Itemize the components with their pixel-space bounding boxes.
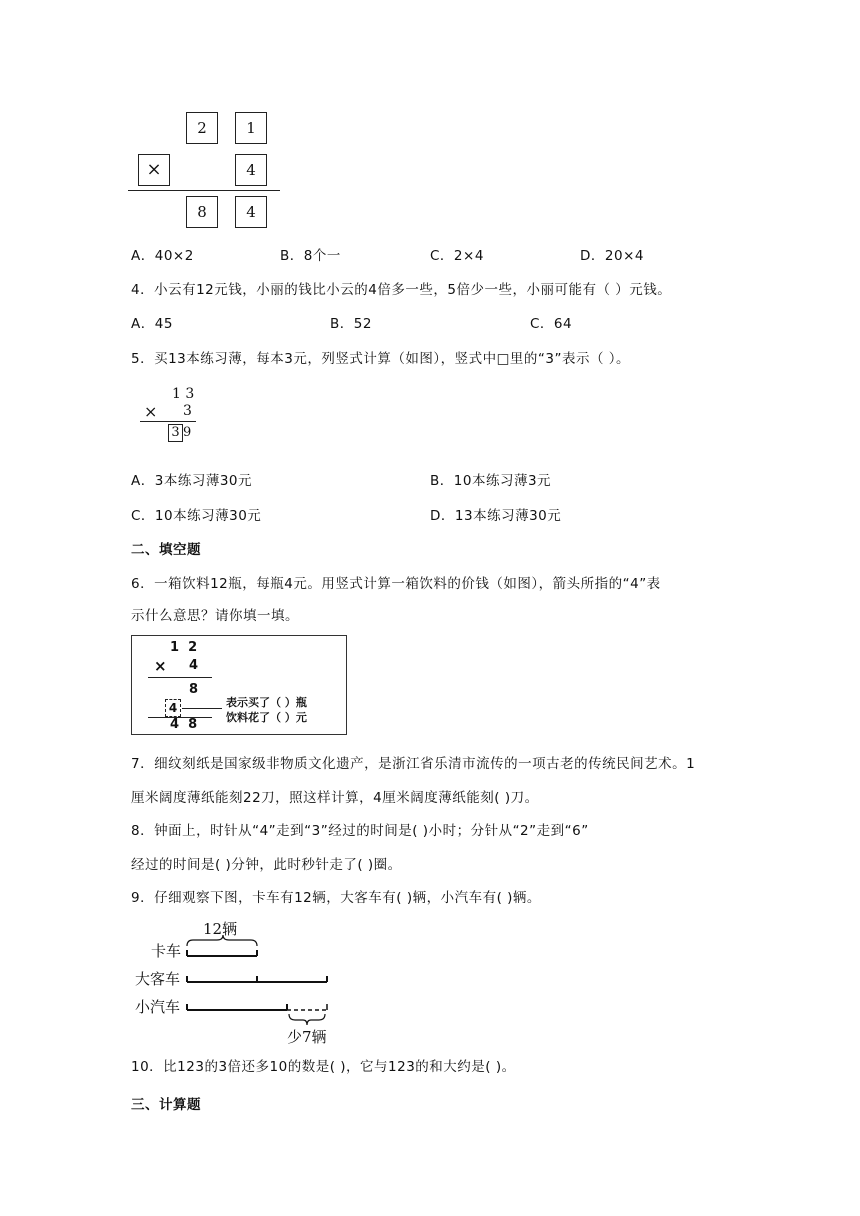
- q6-partial-product: 8: [189, 682, 199, 697]
- q9-truck-label: 卡车: [151, 942, 182, 960]
- q6-note-2: 饮料花了（ ）元: [226, 711, 307, 724]
- q6-result: 4 8: [170, 717, 198, 732]
- q6-multiply-sign: ×: [154, 657, 167, 675]
- q5-multiplier: 3: [183, 403, 192, 419]
- section-2-title: 二、填空题: [131, 542, 201, 558]
- q5-divider-line: [140, 421, 196, 422]
- q5-boxed-digit: 3: [168, 424, 183, 442]
- q3-box-top-right: 1: [235, 112, 267, 144]
- q5-option-a: A．3本练习薄30元: [131, 473, 253, 489]
- q3-option-a: A．40×2: [131, 248, 194, 264]
- q3-option-c: C．2×4: [430, 248, 484, 264]
- q5-multiply-sign: ×: [144, 402, 158, 421]
- q7-question-line1: 7．细纹刻纸是国家级非物质文化遗产，是浙江省乐清市流传的一项古老的传统民间艺术。1: [131, 756, 696, 772]
- q7-question-line2: 厘米阔度薄纸能刻22刀，照这样计算，4厘米阔度薄纸能刻( )刀。: [131, 790, 539, 806]
- q8-question-line2: 经过的时间是( )分钟，此时秒针走了( )圈。: [131, 857, 402, 873]
- q6-note-1: 表示买了（ ）瓶: [226, 696, 307, 709]
- q5-figure: [138, 386, 218, 446]
- q3-option-b: B．8个一: [280, 248, 341, 264]
- q3-box-multiply: ×: [138, 154, 170, 186]
- q4-question: 4．小云有12元钱，小丽的钱比小云的4倍多一些，5倍少一些，小丽可能有（ ）元钱。: [131, 282, 672, 298]
- q6-question-line1: 6．一箱饮料12瓶，每瓶4元。用竖式计算一箱饮料的价钱（如图），箭头所指的“4”表: [131, 576, 661, 592]
- q5-top-number: 1 3: [172, 386, 195, 402]
- q6-top-number: 1 2: [170, 640, 198, 655]
- q9-car-label: 小汽车: [135, 998, 181, 1016]
- q6-boxed-digit: 4: [165, 699, 181, 717]
- q9-question: 9．仔细观察下图，卡车有12辆，大客车有( )辆，小汽车有( )辆。: [131, 890, 541, 906]
- q4-option-c: C．64: [530, 316, 573, 332]
- q3-option-d: D．20×4: [580, 248, 644, 264]
- q5-option-b: B．10本练习薄3元: [430, 473, 552, 489]
- q3-divider-line: [128, 190, 280, 191]
- q6-arrow-icon: [182, 708, 222, 709]
- q5-question: 5．买13本练习薄，每本3元，列竖式计算（如图），竖式中□里的“3”表示（ ）。: [131, 351, 630, 367]
- q5-option-d: D．13本练习薄30元: [430, 508, 562, 524]
- q4-option-a: A．45: [131, 316, 173, 332]
- q8-question-line1: 8．钟面上，时针从“4”走到“3”经过的时间是( )小时；分针从“2”走到“6”: [131, 823, 589, 839]
- q6-question-line2: 示什么意思？请你填一填。: [131, 608, 299, 624]
- q3-box-top-left: 2: [186, 112, 218, 144]
- q6-multiplier: 4: [189, 658, 199, 673]
- q9-figure: [131, 918, 351, 1050]
- q6-figure: [131, 635, 347, 735]
- q3-figure: [128, 110, 288, 230]
- q4-option-b: B．52: [330, 316, 372, 332]
- section-3-title: 三、计算题: [131, 1097, 201, 1113]
- q5-result-tail: 9: [183, 425, 192, 440]
- q9-less-label: 少7辆: [287, 1028, 327, 1046]
- q3-box-bot-right: 4: [235, 196, 267, 228]
- q9-bus-label: 大客车: [135, 970, 181, 988]
- q3-box-bot-left: 8: [186, 196, 218, 228]
- q9-top-label: 12辆: [203, 920, 238, 938]
- q10-question: 10．比123的3倍还多10的数是( )，它与123的和大约是( )。: [131, 1059, 516, 1075]
- q5-option-c: C．10本练习薄30元: [131, 508, 262, 524]
- q3-box-mid-right: 4: [235, 154, 267, 186]
- q6-divider-line-1: [148, 677, 212, 678]
